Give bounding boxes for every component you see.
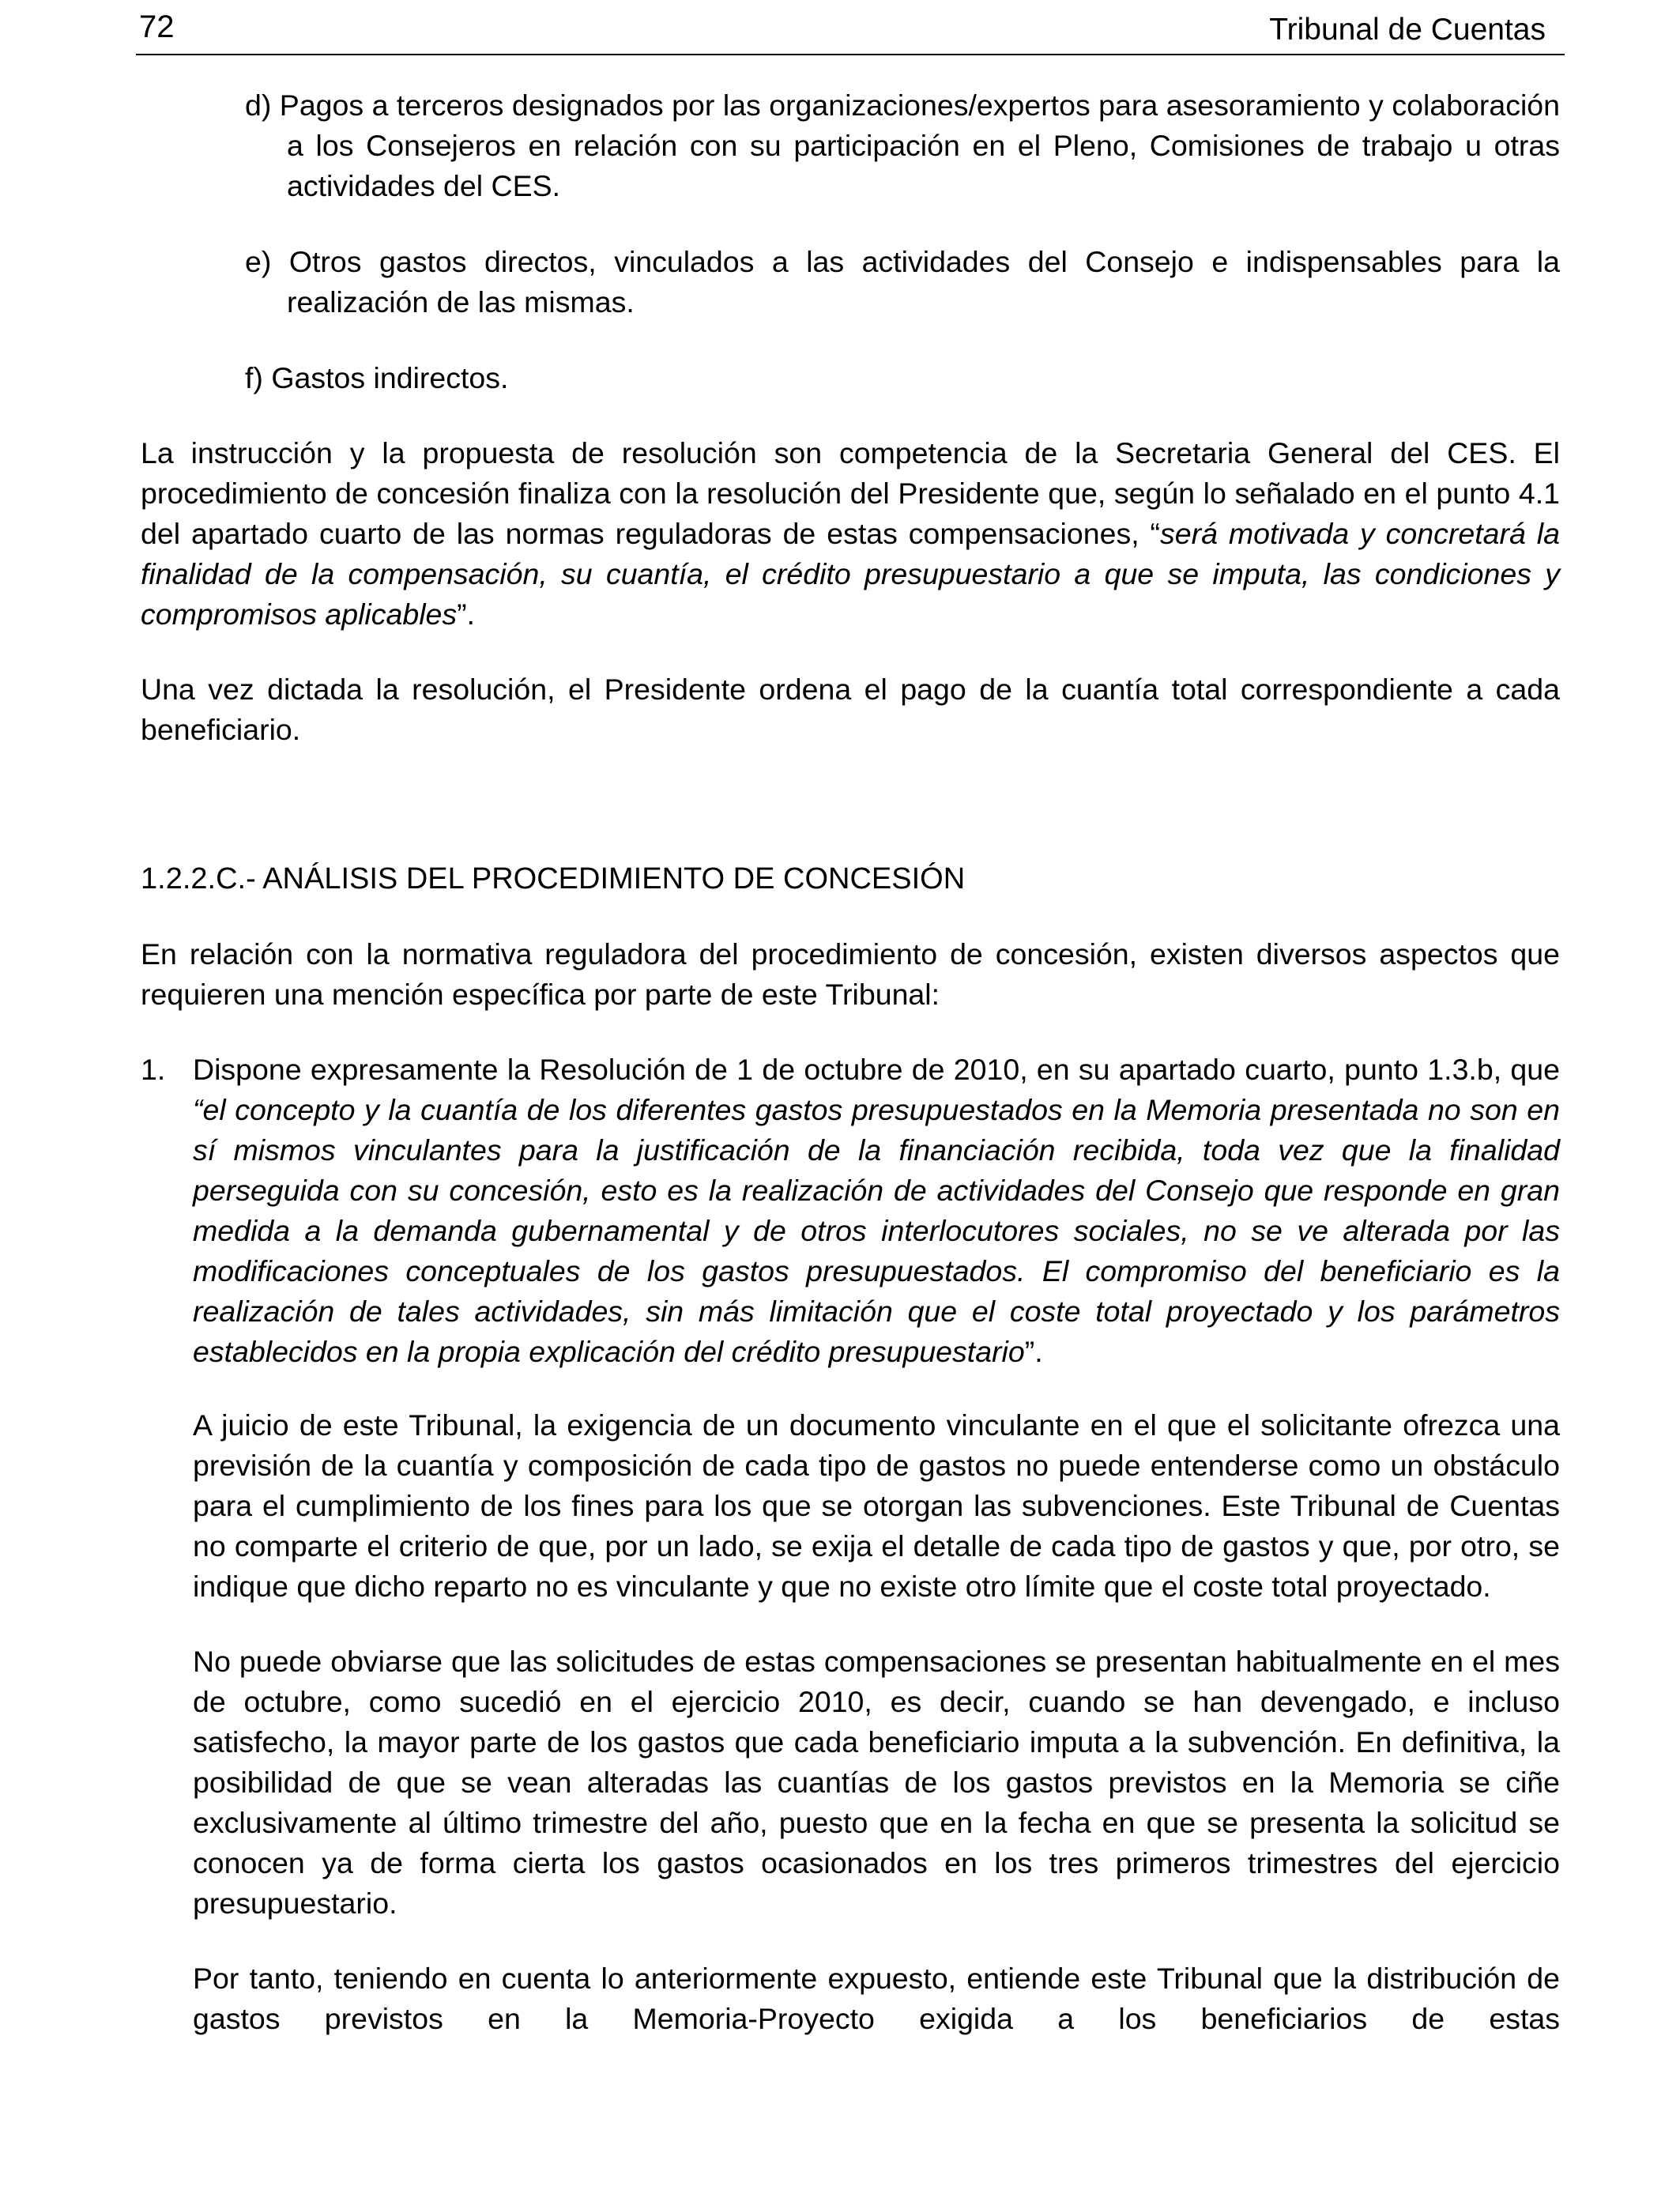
document-body bbox=[141, 85, 1560, 2039]
point-1-quote: “el concepto y la cuantía de los diferentes gastos presupuestados en la Memoria presentada no son en sí mismos vinculantes para la justificación de la financiación recibida, toda vez que la finalidad perseguida con su concesión, esto es la realización de actividades del Consejo que responde en gran medida a la demanda gubernamental y de otros interlocutores sociales, no se ve alterada por las modificaciones conceptuales de los gastos presupuestados. El compromiso del beneficiario es la realización de tales actividades, sin más limitación que el coste total proyectado y los parámetros establecidos en la propia explicación del crédito presupuestario bbox=[193, 1093, 1560, 1368]
list-item-d: d) Pagos a terceros designados por las organizaciones/expertos para asesoramiento y colaboración a los Consejeros en relación con su participación en el Pleno, Comisiones de trabajo u otras actividades del CES. bbox=[245, 89, 1560, 202]
paragraph-resolucion: Una vez dictada la resolución, el Presidente ordena el pago de la cuantía total correspondiente a cada beneficiario. bbox=[141, 673, 1560, 746]
page-number: 72 bbox=[139, 9, 175, 44]
running-title: Tribunal de Cuentas bbox=[1269, 13, 1546, 47]
paragraph-instruccion-quote: será motivada y concretará la finalidad de la compensación, su cuantía, el crédito presupuestario a que se imputa, las condiciones y compromisos aplicables bbox=[141, 517, 1560, 631]
paragraph-instruccion bbox=[141, 433, 1560, 635]
point-1-intro: Dispone expresamente la Resolución de 1 de octubre de 2010, en su apartado cuarto, punto 1.3.b, que bbox=[193, 1053, 1560, 1086]
paragraph-instruccion-outro: ”. bbox=[457, 598, 476, 631]
list-item-e: e) Otros gastos directos, vinculados a las actividades del Consejo e indispensables para la realización de las mismas. bbox=[245, 245, 1560, 319]
paragraph-juicio: A juicio de este Tribunal, la exigencia de un documento vinculante en el que el solicitante ofrezca una previsión de la cuantía y composición de cada tipo de gastos no puede entenderse como un obstáculo para el cumplimiento de los fines para los que se otorgan las subvenciones. Este Tribunal de Cuentas no comparte el criterio de que, por un lado, se exija el detalle de cada tipo de gastos y que, por otro, se indique que dicho reparto no es vinculante y que no existe otro límite que el coste total proyectado. bbox=[193, 1408, 1560, 1603]
paragraph-relacion: En relación con la normativa reguladora del procedimiento de concesión, existen diversos aspectos que requieren una mención específica por parte de este Tribunal: bbox=[141, 937, 1560, 1011]
page-header bbox=[136, 6, 1565, 55]
paragraph-instruccion-intro: La instrucción y la propuesta de resolución son competencia de la Secretaria General del CES. El procedimiento de concesión finaliza con la resolución del Presidente que, según lo señalado en el punto 4.1 del apartado cuarto de las normas reguladoras de estas compensaciones, “ bbox=[141, 436, 1560, 550]
paragraph-obviarse: No puede obviarse que las solicitudes de estas compensaciones se presentan habitualmente en el mes de octubre, como sucedió en el ejercicio 2010, es decir, cuando se han devengado, e incluso satisfecho, la mayor parte de los gastos que cada beneficiario imputa a la subvención. En definitiva, la posibilidad de que se vean alteradas las cuantías de los gastos previstos en la Memoria se ciñe exclusivamente al último trimestre del año, puesto que en la fecha en que se presenta la solicitud se conocen ya de forma cierta los gastos ocasionados en los tres primeros trimestres del ejercicio presupuestario. bbox=[193, 1645, 1560, 1920]
section-heading: 1.2.2.C.- ANÁLISIS DEL PROCEDIMIENTO DE CONCESIÓN bbox=[141, 862, 966, 895]
paragraph-por-tanto: Por tanto, teniendo en cuenta lo anteriormente expuesto, entiende este Tribunal que la distribución de gastos previstos en la Memoria-Proyecto exigida a los beneficiarios de estas bbox=[193, 1962, 1560, 2035]
point-number: 1. bbox=[141, 1053, 166, 1086]
list-item-f: f) Gastos indirectos. bbox=[245, 361, 509, 394]
numbered-point-1 bbox=[141, 1050, 1560, 1372]
point-1-outro: ”. bbox=[1024, 1335, 1043, 1368]
